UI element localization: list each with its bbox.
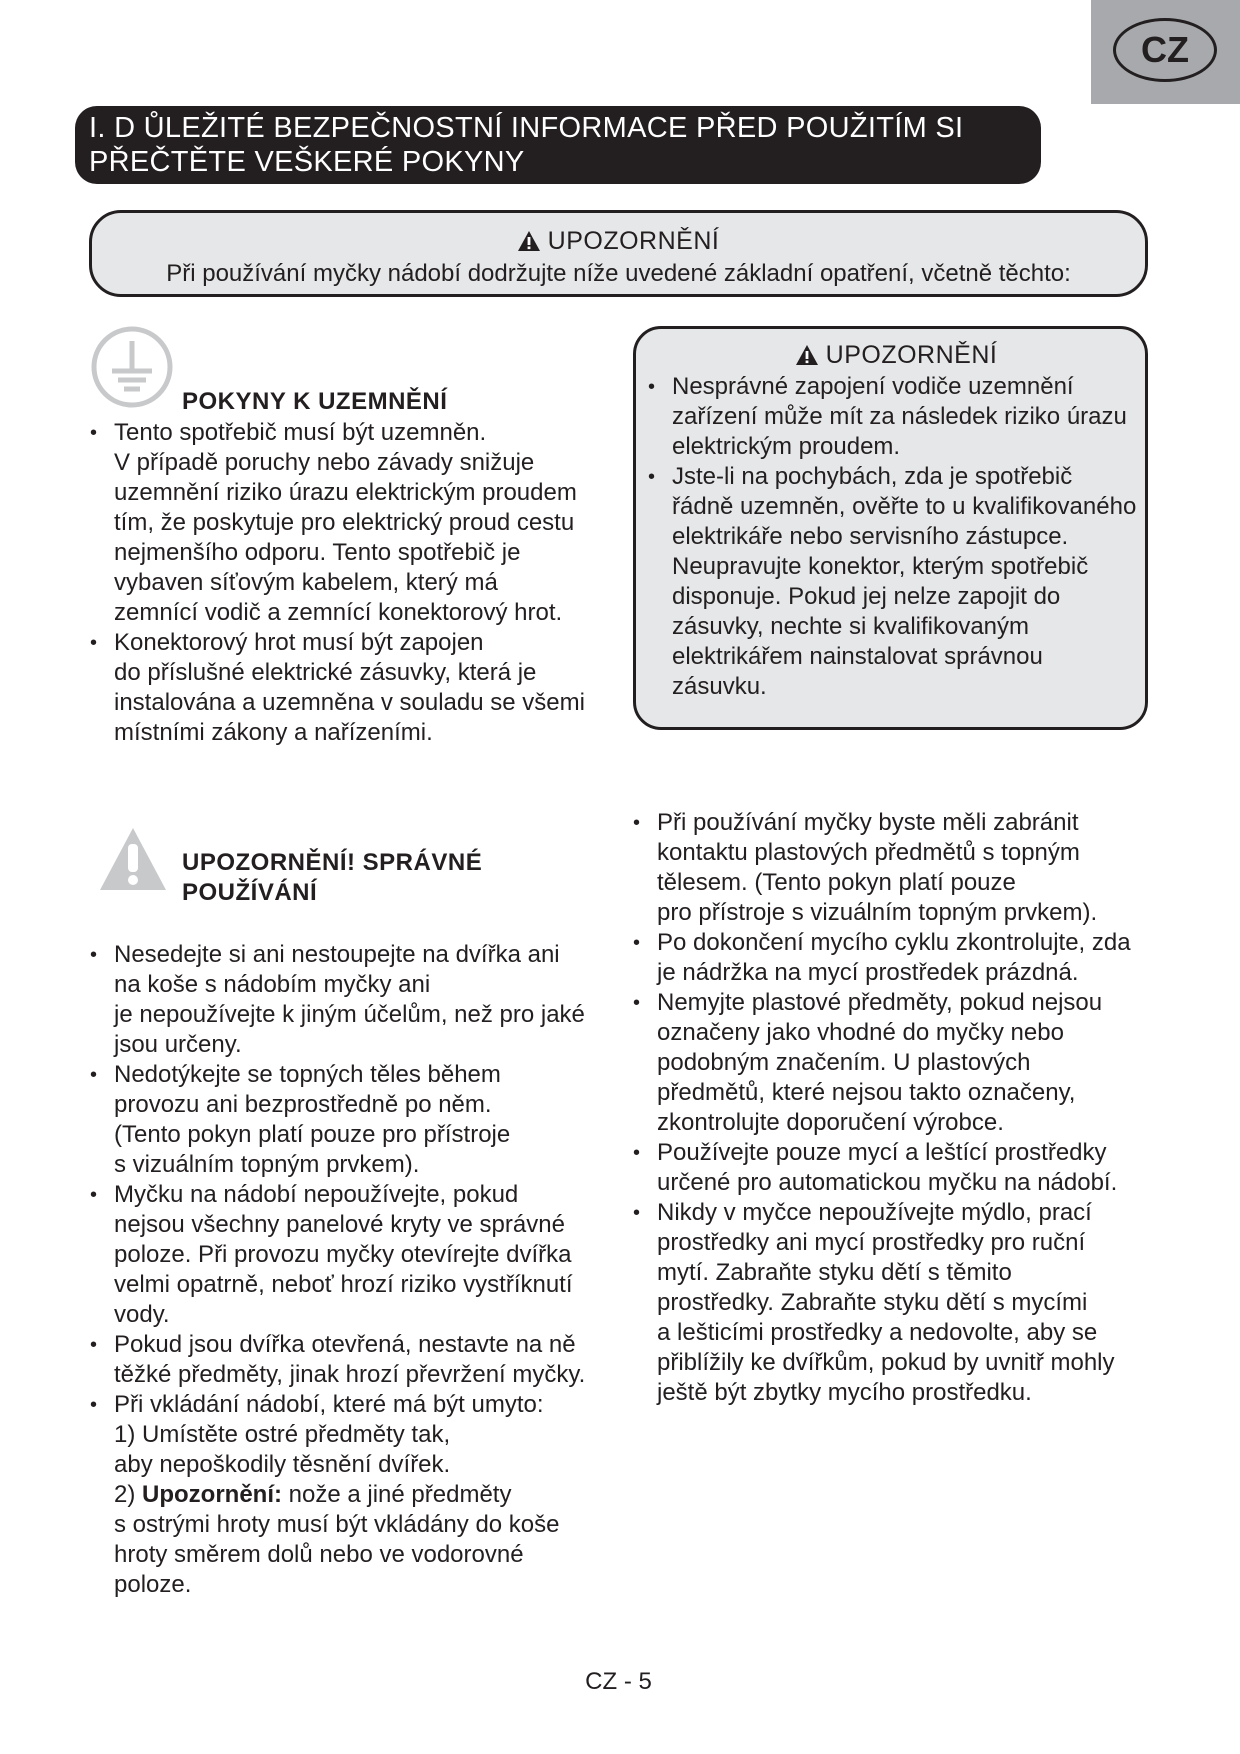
- notice-text: Při používání myčky nádobí dodržujte níže uvedené základní opatření, včetně těchto:: [166, 260, 1071, 287]
- list-item: • Nedotýkejte se topných těles během provozu ani bezprostředně po něm. (Tento pokyn platí pouze pro přístroje s vizuálním topným prvkem).: [90, 1060, 630, 1180]
- list-item: • Pokud jsou dvířka otevřená, nestavte na ně těžké předměty, jinak hrozí převržení myčky.: [90, 1330, 630, 1390]
- page-number: CZ - 5: [585, 1668, 652, 1695]
- caution-icon: [100, 828, 166, 890]
- notice-heading-text: UPOZORNĚNÍ: [547, 227, 720, 255]
- grounding-list: [90, 418, 630, 748]
- list-item: • Používejte pouze mycí a leštící prostředky určené pro automatickou myčku na nádobí.: [633, 1138, 1233, 1198]
- list-item: • Myčku na nádobí nepoužívejte, pokud nejsou všechny panelové kryty ve správné poloze. Při provozu myčky otevírejte dvířka velmi opatrně, neboť hrozí riziko vystříknutí vody.: [90, 1180, 630, 1330]
- grounding-warning-box: [633, 326, 1148, 730]
- proper-use-list: [90, 940, 630, 1600]
- warning-box-heading-text: UPOZORNĚNÍ: [825, 341, 998, 369]
- notice-heading: [92, 227, 1145, 256]
- notice-box: [89, 210, 1148, 297]
- list-item: • Nesprávné zapojení vodiče uzemnění zařízení může mít za následek riziko úrazu elektrickým proudem.: [648, 372, 1145, 462]
- item-rest: nože a jiné předměty s ostrými hroty musí být vkládány do koše hroty směrem dolů nebo ve vodorovné poloze.: [114, 1481, 560, 1598]
- language-tab: [1091, 0, 1240, 104]
- list-item: • Nesedejte si ani nestoupejte na dvířka ani na koše s nádobím myčky ani je nepoužívejte k jiným účelům, než pro jaké jsou určeny.: [90, 940, 630, 1060]
- proper-use-heading: UPOZORNĚNÍ! SPRÁVNÉ POUŽÍVÁNÍ: [182, 849, 483, 906]
- list-item: • Při používání myčky byste měli zabránit kontaktu plastových předmětů s topným tělesem. (Tento pokyn platí pouze pro přístroje s vizuálním topným prvkem).: [633, 808, 1233, 928]
- item-intro: Při vkládání nádobí, které má být umyto: 1) Umístěte ostré předměty tak, aby nepoškodily těsnění dvířek. 2): [114, 1391, 544, 1508]
- list-item: [90, 1390, 630, 1600]
- warning-icon: [518, 231, 540, 251]
- section-title: I. D ŮLEŽITÉ BEZPEČNOSTNÍ INFORMACE PŘED POUŽITÍM SI PŘEČTĚTE VEŠKERÉ POKYNY: [75, 106, 1041, 184]
- list-item: • Po dokončení mycího cyklu zkontrolujte, zda je nádržka na mycí prostředek prázdná.: [633, 928, 1233, 988]
- right-column-list: [633, 808, 1233, 1408]
- ground-icon: [90, 325, 174, 409]
- list-item: • Nikdy v myčce nepoužívejte mýdlo, prací prostředky ani mycí prostředky pro ruční mytí. Zabraňte styku dětí s těmito prostředky. Zabraňte styku dětí s mycími a lešticími prostředky a nedovolte, aby se přiblížily ke dvířkům, pokud by uvnitř mohly ještě být zbytky mycího prostředku.: [633, 1198, 1233, 1408]
- warning-box-heading: [648, 341, 1145, 370]
- list-item: • Jste-li na pochybách, zda je spotřebič řádně uzemněn, ověřte to u kvalifikovaného elektrikáře nebo servisního zástupce. Neupravujte konektor, kterým spotřebič disponuje. Pokud jej nelze zapojit do zásuvky, nechte si kvalifikovaným elektrikářem nainstalovat správnou zásuvku.: [648, 462, 1145, 702]
- list-item: • Tento spotřebič musí být uzemněn. V případě poruchy nebo závady snižuje uzemnění riziko úrazu elektrickým proudem tím, že poskytuje pro elektrický proud cestu nejmenšího odporu. Tento spotřebič je vybaven síťovým kabelem, který má zemnící vodič a zemnící konektorový hrot.: [90, 418, 630, 628]
- list-item: • Nemyjte plastové předměty, pokud nejsou označeny jako vhodné do myčky nebo podobným značením. U plastových předmětů, které nejsou takto označeny, zkontrolujte doporučení výrobce.: [633, 988, 1233, 1138]
- grounding-heading: POKYNY K UZEMNĚNÍ: [182, 388, 448, 415]
- language-badge: CZ: [1113, 18, 1217, 82]
- warning-icon: [796, 345, 818, 365]
- item-bold-label: Upozornění:: [142, 1481, 282, 1508]
- list-item: • Konektorový hrot musí být zapojen do příslušné elektrické zásuvky, která je instalována a uzemněna v souladu se všemi místními zákony a nařízeními.: [90, 628, 630, 748]
- warning-box-list: [648, 372, 1145, 702]
